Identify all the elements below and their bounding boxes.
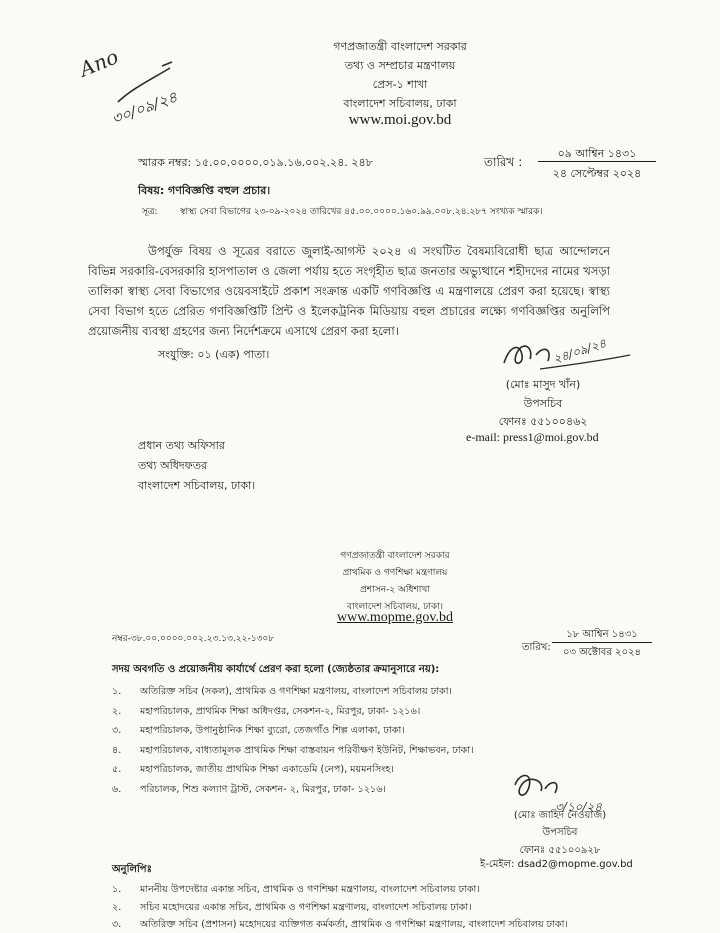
- letter2-signer-name: (মোঃ জাহিদ নেওয়াজ): [513, 810, 607, 821]
- letter1-signer-name: (মোঃ মাসুদ খাঁন): [505, 378, 581, 391]
- letter1-attachment: সংযুক্তি: ০১ (এক) পাতা।: [158, 348, 270, 361]
- letter1-date-label: তারিখ :: [484, 155, 523, 169]
- handwritten-ano: Ano: [76, 44, 122, 82]
- list-item: ১. অতিরিক্ত সচিব (সকল), প্রাথমিক ও গণশিক্ষা মন্ত্রণালয়, বাংলাদেশ সচিবালয় ঢাকা।: [112, 686, 452, 697]
- letter1-date-bn: ০৯ আশ্বিন ১৪৩১: [557, 147, 637, 160]
- letter2-email: ই-মেইল: dsad2@mopme.gov.bd: [480, 859, 633, 870]
- letter2-phone: ফোনঃ ৫৫১০০৯২৮: [519, 845, 601, 856]
- list-item: ২. মহাপরিচালক, প্রাথমিক শিক্ষা অধিদপ্তর, সেকশন-২, মিরপুর, ঢাকা- ১২১৬।: [112, 706, 421, 717]
- letter1-date-en: ২৪ সেপ্টেম্বর ২০২৪: [552, 167, 642, 180]
- letter1-recipient-line: প্রধান তথ্য অফিসার: [138, 439, 225, 452]
- letter2-forward-heading: সদয় অবগতি ও প্রয়োজনীয় কার্যার্থে প্রেরণ করা হলো (জ্যেষ্ঠতার ক্রমানুসারে নয়):: [112, 664, 440, 675]
- letter2-date-label: তারিখ:: [522, 642, 551, 653]
- list-item: ৩. মহাপরিচালক, উপানুষ্ঠানিক শিক্ষা ব্যুরো, তেজগাঁও শিল্প এলাকা, ঢাকা।: [112, 725, 405, 736]
- letter2-date-bn: ১৮ আশ্বিন ১৪৩১: [566, 629, 638, 640]
- letter2-website: www.mopme.gov.bd: [336, 610, 453, 625]
- letter2-signer-title: উপসচিব: [542, 827, 578, 838]
- signature-1-date: ২৪/০৯/২৪: [551, 335, 609, 367]
- letter1-phone: ফোনঃ ৫৫১০০৪৬২: [498, 415, 588, 428]
- letter1-header-line: গণপ্রজাতন্ত্রী বাংলাদেশ সরকার: [333, 40, 467, 53]
- date-divider: [552, 642, 652, 643]
- list-item: ১. মাননীয় উপদেষ্টার একান্ত সচিব, প্রাথমিক ও গণশিক্ষা মন্ত্রণালয়, বাংলাদেশ সচিবালয় ঢাকা।: [112, 884, 480, 895]
- letter1-memo-number: স্মারক নম্বর: ১৫.০০.০০০০.০১৯.১৬.০০২.২৪. ২৪৮: [138, 156, 373, 169]
- letter1-recipient-line: তথ্য অধিদফতর: [138, 459, 208, 472]
- letter1-header-line: তথ্য ও সম্প্রচার মন্ত্রণালয়: [344, 59, 456, 72]
- list-item: ৩. অতিরিক্ত সচিব (প্রশাসন) মহোদয়ের ব্যক্তিগত কর্মকর্তা, প্রাথমিক ও গণশিক্ষা মন্ত্রণালয়, বাংলাদেশ সচিবালয় ঢাকা।: [112, 919, 568, 930]
- list-item: ২. সচিব মহোদয়ের একান্ত সচিব, প্রাথমিক ও গণশিক্ষা মন্ত্রণালয়, বাংলাদেশ সচিবালয় ঢাকা।: [112, 902, 472, 913]
- letter1-subject: বিষয়: গণবিজ্ঞপ্তি বহুল প্রচার।: [138, 184, 271, 197]
- signature-2-date: ৩/১০/২৪: [555, 800, 603, 814]
- handwritten-note: [70, 40, 210, 130]
- letter2-header-line: প্রশাসন-২ অধিশাখা: [360, 585, 430, 595]
- letter2-date-en: ০৩ অক্টোবর ২০২৪: [562, 647, 642, 658]
- letter2-header-line: বাংলাদেশ সচিবালয়, ঢাকা।: [347, 602, 443, 612]
- list-item: ৬. পরিচালক, শিশু কল্যাণ ট্রাস্ট, সেকশন- ২, মিরপুর, ঢাকা- ১২১৬।: [112, 784, 386, 795]
- date-divider: [538, 161, 656, 162]
- letter1-header-line: প্রেস-১ শাখা: [372, 78, 428, 91]
- list-item: ৫. মহাপরিচালক, জাতীয় প্রাথমিক শিক্ষা একাডেমি (নেপ), ময়মনসিংহ।: [112, 764, 394, 775]
- letter2-copy-heading: অনুলিপিঃ: [112, 864, 152, 875]
- letter1-website: www.moi.gov.bd: [348, 112, 452, 128]
- letter2-memo-number: নম্বর-৩৮.০০.০০০০.০০২.২৩.১৩.২২-১৩০৮: [112, 634, 275, 644]
- letter1-ref-label: সূত্র:: [142, 207, 158, 217]
- list-item: ৪. মহাপরিচালক, বাধ্যতামূলক প্রাথমিক শিক্ষা বাস্তবায়ন পরিবীক্ষণ ইউনিট, শিক্ষাভবন, ঢাকা।: [112, 745, 474, 756]
- letter1-header-line: বাংলাদেশ সচিবালয়, ঢাকা: [343, 97, 457, 110]
- letter1-email: e-mail: press1@moi.gov.bd: [466, 430, 599, 444]
- handwritten-date: ৩০/০৯/২৪: [109, 87, 180, 129]
- letter1-signer-title: উপসচিব: [523, 397, 563, 410]
- letter2-header-line: প্রাথমিক ও গণশিক্ষা মন্ত্রণালয়: [342, 568, 448, 578]
- letter1-recipient-line: বাংলাদেশ সচিবালয়, ঢাকা।: [138, 479, 256, 492]
- letter1-ref-text: স্বাস্থ্য সেবা বিভাগের ২৩-০৯-২০২৪ তারিখের ৪৫.০০.০০০০.১৬০.৯৯.০০৮.২৪.২৮৭ সংখ্যক স্মারক।: [180, 207, 543, 217]
- letter2-header-line: গণপ্রজাতন্ত্রী বাংলাদেশ সরকার: [340, 551, 450, 561]
- letter1-body: উপর্যুক্ত বিষয় ও সূত্রের বরাতে জুলাই-আগস্ট ২০২৪ এ সংঘটিত বৈষম্যবিরোধী ছাত্র আন্দোলনে বিভিন্ন সরকারি-বেসরকারি হাসপাতাল ও জেলা পর্যায় হতে সংগৃহীত ছাত্র জনতার অভ্যুত্থানে শহীদদের নামের খসড়া তালিকা স্বাস্থ্য সেবা বিভাগের ওয়েবসাইটে প্রকাশ সংক্রান্ত একটি গণবিজ্ঞপ্তি এ মন্ত্রণালয়ে প্রেরণ করা হয়েছে। স্বাস্থ্য সেবা বিভাগ হতে প্রেরিত গণবিজ্ঞপ্তিটি প্রিন্ট ও ইলেকট্রনিক মিডিয়ায় বহুল প্রচারের লক্ষ্যে গণবিজ্ঞপ্তির অনুলিপি প্রয়োজনীয় ব্যবস্থা গ্রহণের জন্য নির্দেশক্রমে এসাথে প্রেরণ করা হলো।: [88, 244, 610, 338]
